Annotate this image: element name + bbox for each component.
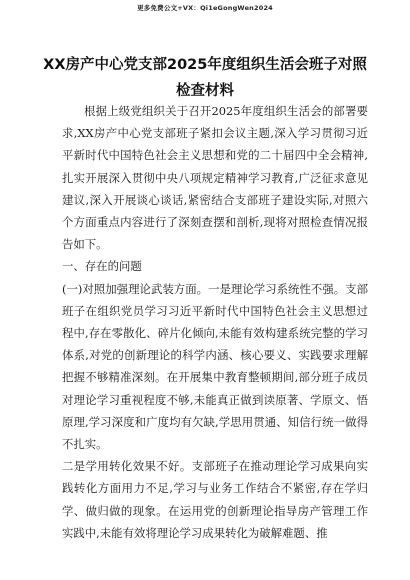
body-paragraph: 二是学用转化效果不好。支部班子在推动理论学习成果向实践转化方面用力不足,学习与业务工作结合不紧密,存在学归学、做归做的现象。在运用党的创新理论指导房产管理工作实践中,未能有效将理论学习成果转化为破解难题、推	[62, 459, 368, 540]
document-body	[62, 100, 368, 544]
section-heading: 一、存在的问题	[62, 259, 142, 274]
document-title: XX房产中心党支部2025年度组织生活会班子对照检查材料	[43, 57, 367, 99]
header-note: 更多免费公文+VX：Qi1eGongWen2024	[137, 4, 273, 12]
body-paragraph: (一)对照加强理论武装方面。一是理论学习系统性不强。支部班子在组织党员学习习近平新时代中国特色社会主义思想过程中,存在零散化、碎片化倾向,未能有效构建系统完整的学习体系,对党的创新理论的科学内涵、核心要义、实践要求理解把握不够精准深刻。在开展集中教育整顿期间,部分班子成员对理论学习重视程度不够,未能真正做到读原著、学原文、悟原理,学习深度和广度均有欠缺,学思用贯通、知信行统一做得不扎实。	[62, 281, 368, 452]
intro-paragraph: 根据上级党组织关于召开2025年度组织生活会的部署要求,XX房产中心党支部班子紧扣会议主题,深入学习贯彻习近平新时代中国特色社会主义思想和党的二十届四中全会精神,扎实开展深入贯彻中央八项规定精神学习教育,广泛征求意见建议,深入开展谈心谈话,紧密结合支部班子建设实际,对照六个方面重点内容进行了深刻查摆和剖析,现将对照检查情况报告如下。	[62, 104, 368, 252]
